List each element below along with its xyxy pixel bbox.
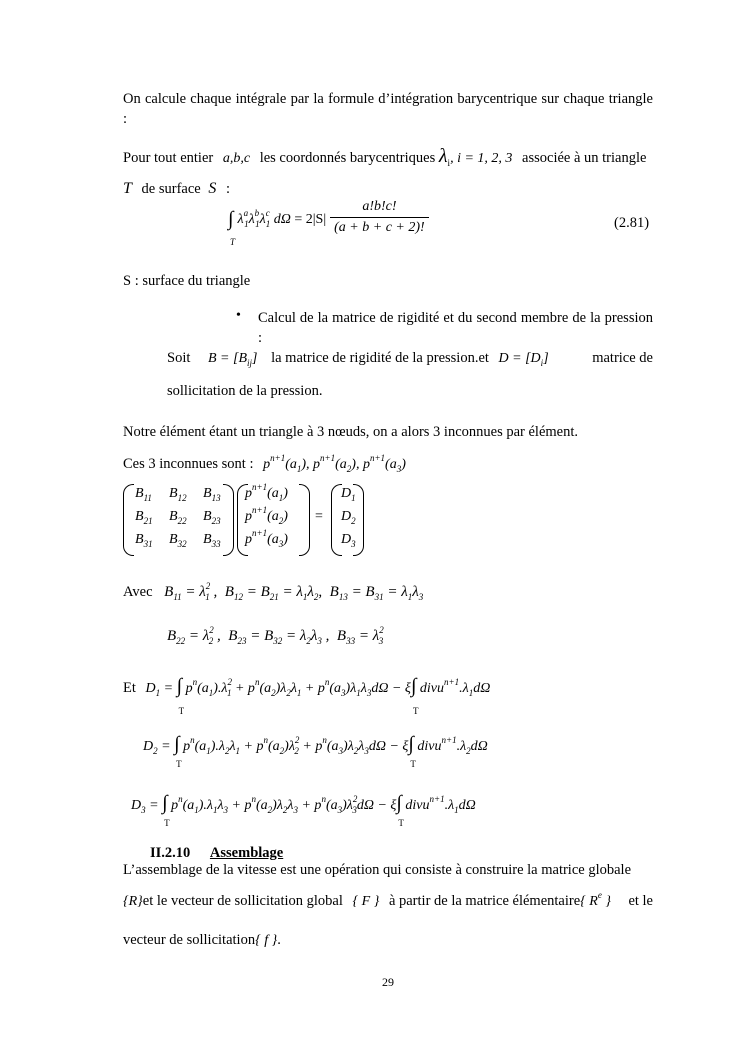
assemblage-paragraph: L’assemblage de la vitesse est une opération qui consiste à construire la matrice globale xyxy=(123,862,632,878)
assemblage-line-3: vecteur de sollicitation{ f }. xyxy=(123,932,281,948)
bullet-item xyxy=(236,308,653,348)
surface-line: T de surface S : xyxy=(123,180,230,197)
page-number: 29 xyxy=(382,975,394,989)
section-title: Assemblage xyxy=(209,845,284,861)
section-number: II.2.10 xyxy=(150,845,191,861)
avec-line-2: $B_{22} = \lambda^2_2$ , $B_{23} = B_{32} = \lambda_2\lambda_3$ , $B_{33} = \lambda^2_3$ xyxy=(167,625,384,646)
bullet-text: Calcul de la matrice de rigidité et du second membre de la pression : xyxy=(258,310,653,346)
surface-definition: S : surface du triangle xyxy=(123,273,251,289)
matrix-system: $B_{11}$ $B_{12}$ $B_{13}$ $B_{21}$ $B_{22}$ $B_{23}$ $B_{31}$ $B_{32}$ $B_{33}$ $p^{n+1}(a_1)$ $p^{n+1}(a_2)$ $p^{n+1}(a_3)$ = $D_1$ $D_2$ $D_3$ xyxy=(123,484,383,556)
equation-d3: $D_3$ = ∫ T $p^n(a_1).\lambda_1\lambda_3 + p^n(a_2)\lambda_2\lambda_3 + p^n(a_3)\lambda^2_3d\Omega - \xi\int$ T $divu^{n+1}.\lambda_1d\Omega$ xyxy=(131,792,476,828)
barycentric-definition-line: Pour tout entier a,b,c les coordonnés barycentriques $\lambda_i$, i = 1, 2, 3 associée à un triangle xyxy=(123,145,647,168)
equation-d2: $D_2$ = ∫ T $p^n(a_1).\lambda_2\lambda_1 + p^n(a_2)\lambda^2_2 + p^n(a_3)\lambda_2\lambda_3d\Omega - \xi\int$ T $divu^{n+1}.\lambda_2d\Omega$ xyxy=(143,733,488,769)
element-description: Notre élément étant un triangle à 3 nœuds, on a alors 3 inconnues par élément. xyxy=(123,424,578,440)
equation-2-81: ∫ T $\lambda^a_1\lambda^b_1\lambda^c_1$ dΩ = 2|S| $\frac{a!b!c!}{(a + b + c + 2)!}$ xyxy=(228,203,429,249)
soit-line: Soit $B = [B_{ij}]$ la matrice de rigidité de la pression.et $D = [D_i]$ matrice de xyxy=(167,350,653,368)
intro-paragraph: On calcule chaque intégrale par la formule d’intégration barycentrique sur chaque triangle : xyxy=(123,91,653,127)
assemblage-line-2: {R}et le vecteur de sollicitation global { F } à partir de la matrice élémentaire{ $R^e$ } et le xyxy=(123,890,653,909)
soit-line-continuation: sollicitation de la pression. xyxy=(167,383,323,399)
equation-d1: Et $D_1$ = ∫ T $p^n(a_1).\lambda^2_1 + p^n(a_2)\lambda_2\lambda_1 + p^n(a_3)\lambda_1\lambda_3d\Omega - \xi\int$ T $divu^{n+1}.\lambda_1d\Omega$ xyxy=(123,675,491,716)
equation-number: (2.81) xyxy=(614,215,650,231)
unknowns-line: Ces 3 inconnues sont : $p^{n+1}(a_1)$, $p^{n+1}(a_2)$, $p^{n+1}(a_3)$ xyxy=(123,453,406,474)
avec-line-1: Avec $B_{11} = \lambda^2_1$ , $B_{12} = B_{21} = \lambda_1\lambda_2$, $B_{13} = B_{31} = \lambda_1\lambda_3$ xyxy=(123,581,424,602)
bullet-icon: • xyxy=(236,308,241,323)
